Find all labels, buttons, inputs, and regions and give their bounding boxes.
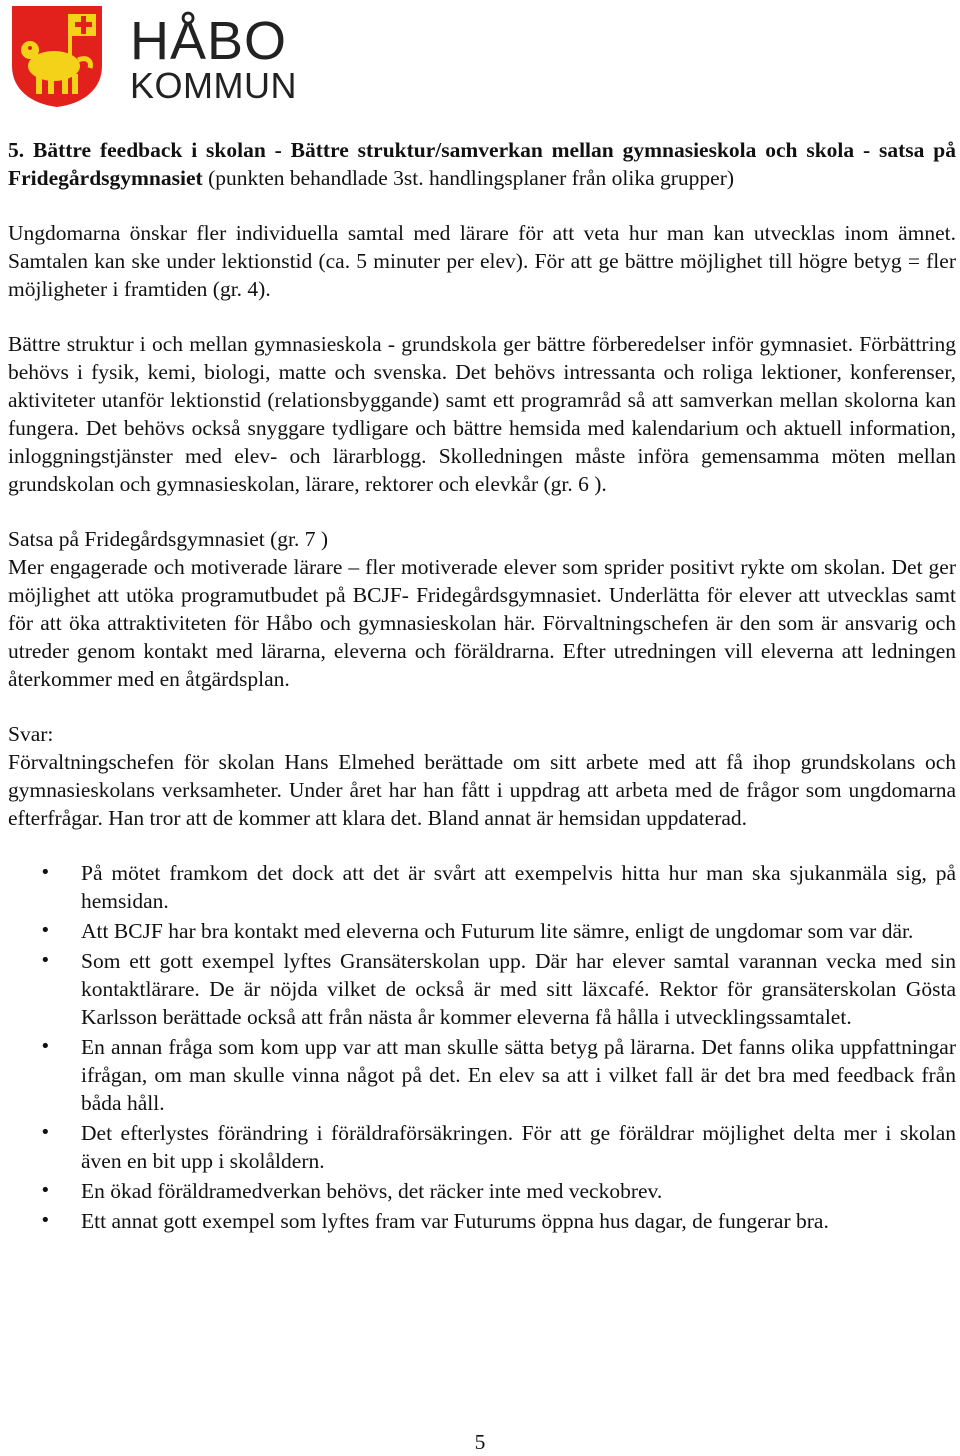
- bullet-icon: •: [40, 1122, 51, 1143]
- habo-coat-of-arms-icon: [8, 4, 106, 108]
- page-number: 5: [474, 1430, 486, 1454]
- paragraph-fridegard-body: Mer engagerade och motiverade lärare – fler motiverade elever som sprider positivt rykte om skolan. Det ger möjlighet att utöka programutbudet på BCJF- Fridegårdsgymnasiet. Underlätta för elever att utvecklas samt för att öka attraktiviteten för Håbo och gymnasieskolan här. Förvaltningschefen är den som är ansvarig och utreder genom kontakt med lärarna, eleverna och föräldrarna. Efter utredningen vill eleverna att ledningen återkommer med en åtgärdsplan.: [8, 555, 956, 691]
- list-item: [8, 1119, 956, 1175]
- bullet-icon: •: [40, 862, 51, 883]
- bullet-icon: •: [40, 950, 51, 971]
- bullet-icon: •: [40, 1210, 51, 1231]
- list-item: [8, 1177, 956, 1205]
- list-item-text: Att BCJF har bra kontakt med eleverna och Futurum lite sämre, enligt de ungdomar som var där.: [81, 919, 914, 943]
- section-heading: [8, 136, 956, 192]
- list-item-text: På mötet framkom det dock att det är svårt att exempelvis hitta hur man ska sjukanmäla sig, på hemsidan.: [81, 861, 956, 913]
- list-item: [8, 917, 956, 945]
- bullet-icon: •: [40, 920, 51, 941]
- paragraph-feedback: Ungdomarna önskar fler individuella samtal med lärare för att veta hur man kan utvecklas inom ämnet. Samtalen kan ske under lektionstid (ca. 5 minuter per elev). För att ge bättre möjlighet till högre betyg = fler möjligheter i framtiden (gr. 4).: [8, 221, 956, 301]
- section-heading-note: (punkten behandlade 3st. handlingsplaner från olika grupper): [202, 166, 735, 190]
- list-item-text: Det efterlystes förändring i föräldraförsäkringen. För att ge föräldrar möjlighet delta mer i skolan även en bit upp i skolåldern.: [81, 1121, 956, 1173]
- answer-label: Svar:: [8, 722, 54, 746]
- list-item: [8, 1033, 956, 1117]
- document-body: [8, 136, 956, 1237]
- header-logo: [8, 4, 308, 110]
- list-item-text: Som ett gott exempel lyftes Gransäterskolan upp. Där har elever samtal varannan vecka med sin kontaktlärare. De är nöjda vilket de också är med sitt läxcafé. Rektor för gransäterskolan Gösta Karlsson berättade också att från nästa år kommer eleverna få hålla i utvecklingssamtalet.: [81, 949, 956, 1029]
- list-item: [8, 859, 956, 915]
- bullet-icon: •: [40, 1180, 51, 1201]
- list-item-text: En ökad föräldramedverkan behövs, det räcker inte med veckobrev.: [81, 1179, 663, 1203]
- list-item-text: En annan fråga som kom upp var att man skulle sätta betyg på lärarna. Det fanns olika uppfattningar ifrågan, om man skulle vinna något på det. En elev sa att i vilket fall är det bra med feedback från båda håll.: [81, 1035, 956, 1115]
- section-heading-bold: 5. Bättre feedback i skolan - Bättre struktur/samverkan mellan gymnasieskola och skola - satsa på Fridegårdsgymnasiet: [8, 138, 956, 190]
- list-item: [8, 1207, 956, 1235]
- bullet-list: [8, 859, 956, 1235]
- brand-subtitle: KOMMUN: [130, 65, 297, 106]
- bullet-icon: •: [40, 1036, 51, 1057]
- list-item: [8, 947, 956, 1031]
- paragraph-fridegard-title: Satsa på Fridegårdsgymnasiet (gr. 7 ): [8, 527, 329, 551]
- answer-body: Förvaltningschefen för skolan Hans Elmehed berättade om sitt arbete med att få ihop grundskolans och gymnasieskolans verksamheter. Under året har han fått i uppdrag att arbeta med de frågor som ungdomarna efterfrågar. Han tror att de kommer att klara det. Bland annat är hemsidan uppdaterad.: [8, 750, 956, 830]
- paragraph-structure: Bättre struktur i och mellan gymnasieskola - grundskola ger bättre förberedelser inför gymnasiet. Förbättring behövs i fysik, kemi, biologi, matte och svenska. Det behövs intressanta och roliga lektioner, konferenser, aktiviteter utanför lektionstid (relationsbyggande) samt ett programråd så att samverkan mellan skolorna kan fungera. Det behövs också snyggare tydligare och bättre hemsida med kalendarium och aktuell information, inloggningstjänster med elev- och lärarblogg. Skolledningen måste införa gemensamma möten mellan grundskolan och gymnasieskolan, lärare, rektorer och elevkår (gr. 6 ).: [8, 332, 956, 496]
- brand-name: HÅBO: [130, 11, 288, 71]
- list-item-text: Ett annat gott exempel som lyftes fram var Futurums öppna hus dagar, de fungerar bra.: [81, 1209, 829, 1233]
